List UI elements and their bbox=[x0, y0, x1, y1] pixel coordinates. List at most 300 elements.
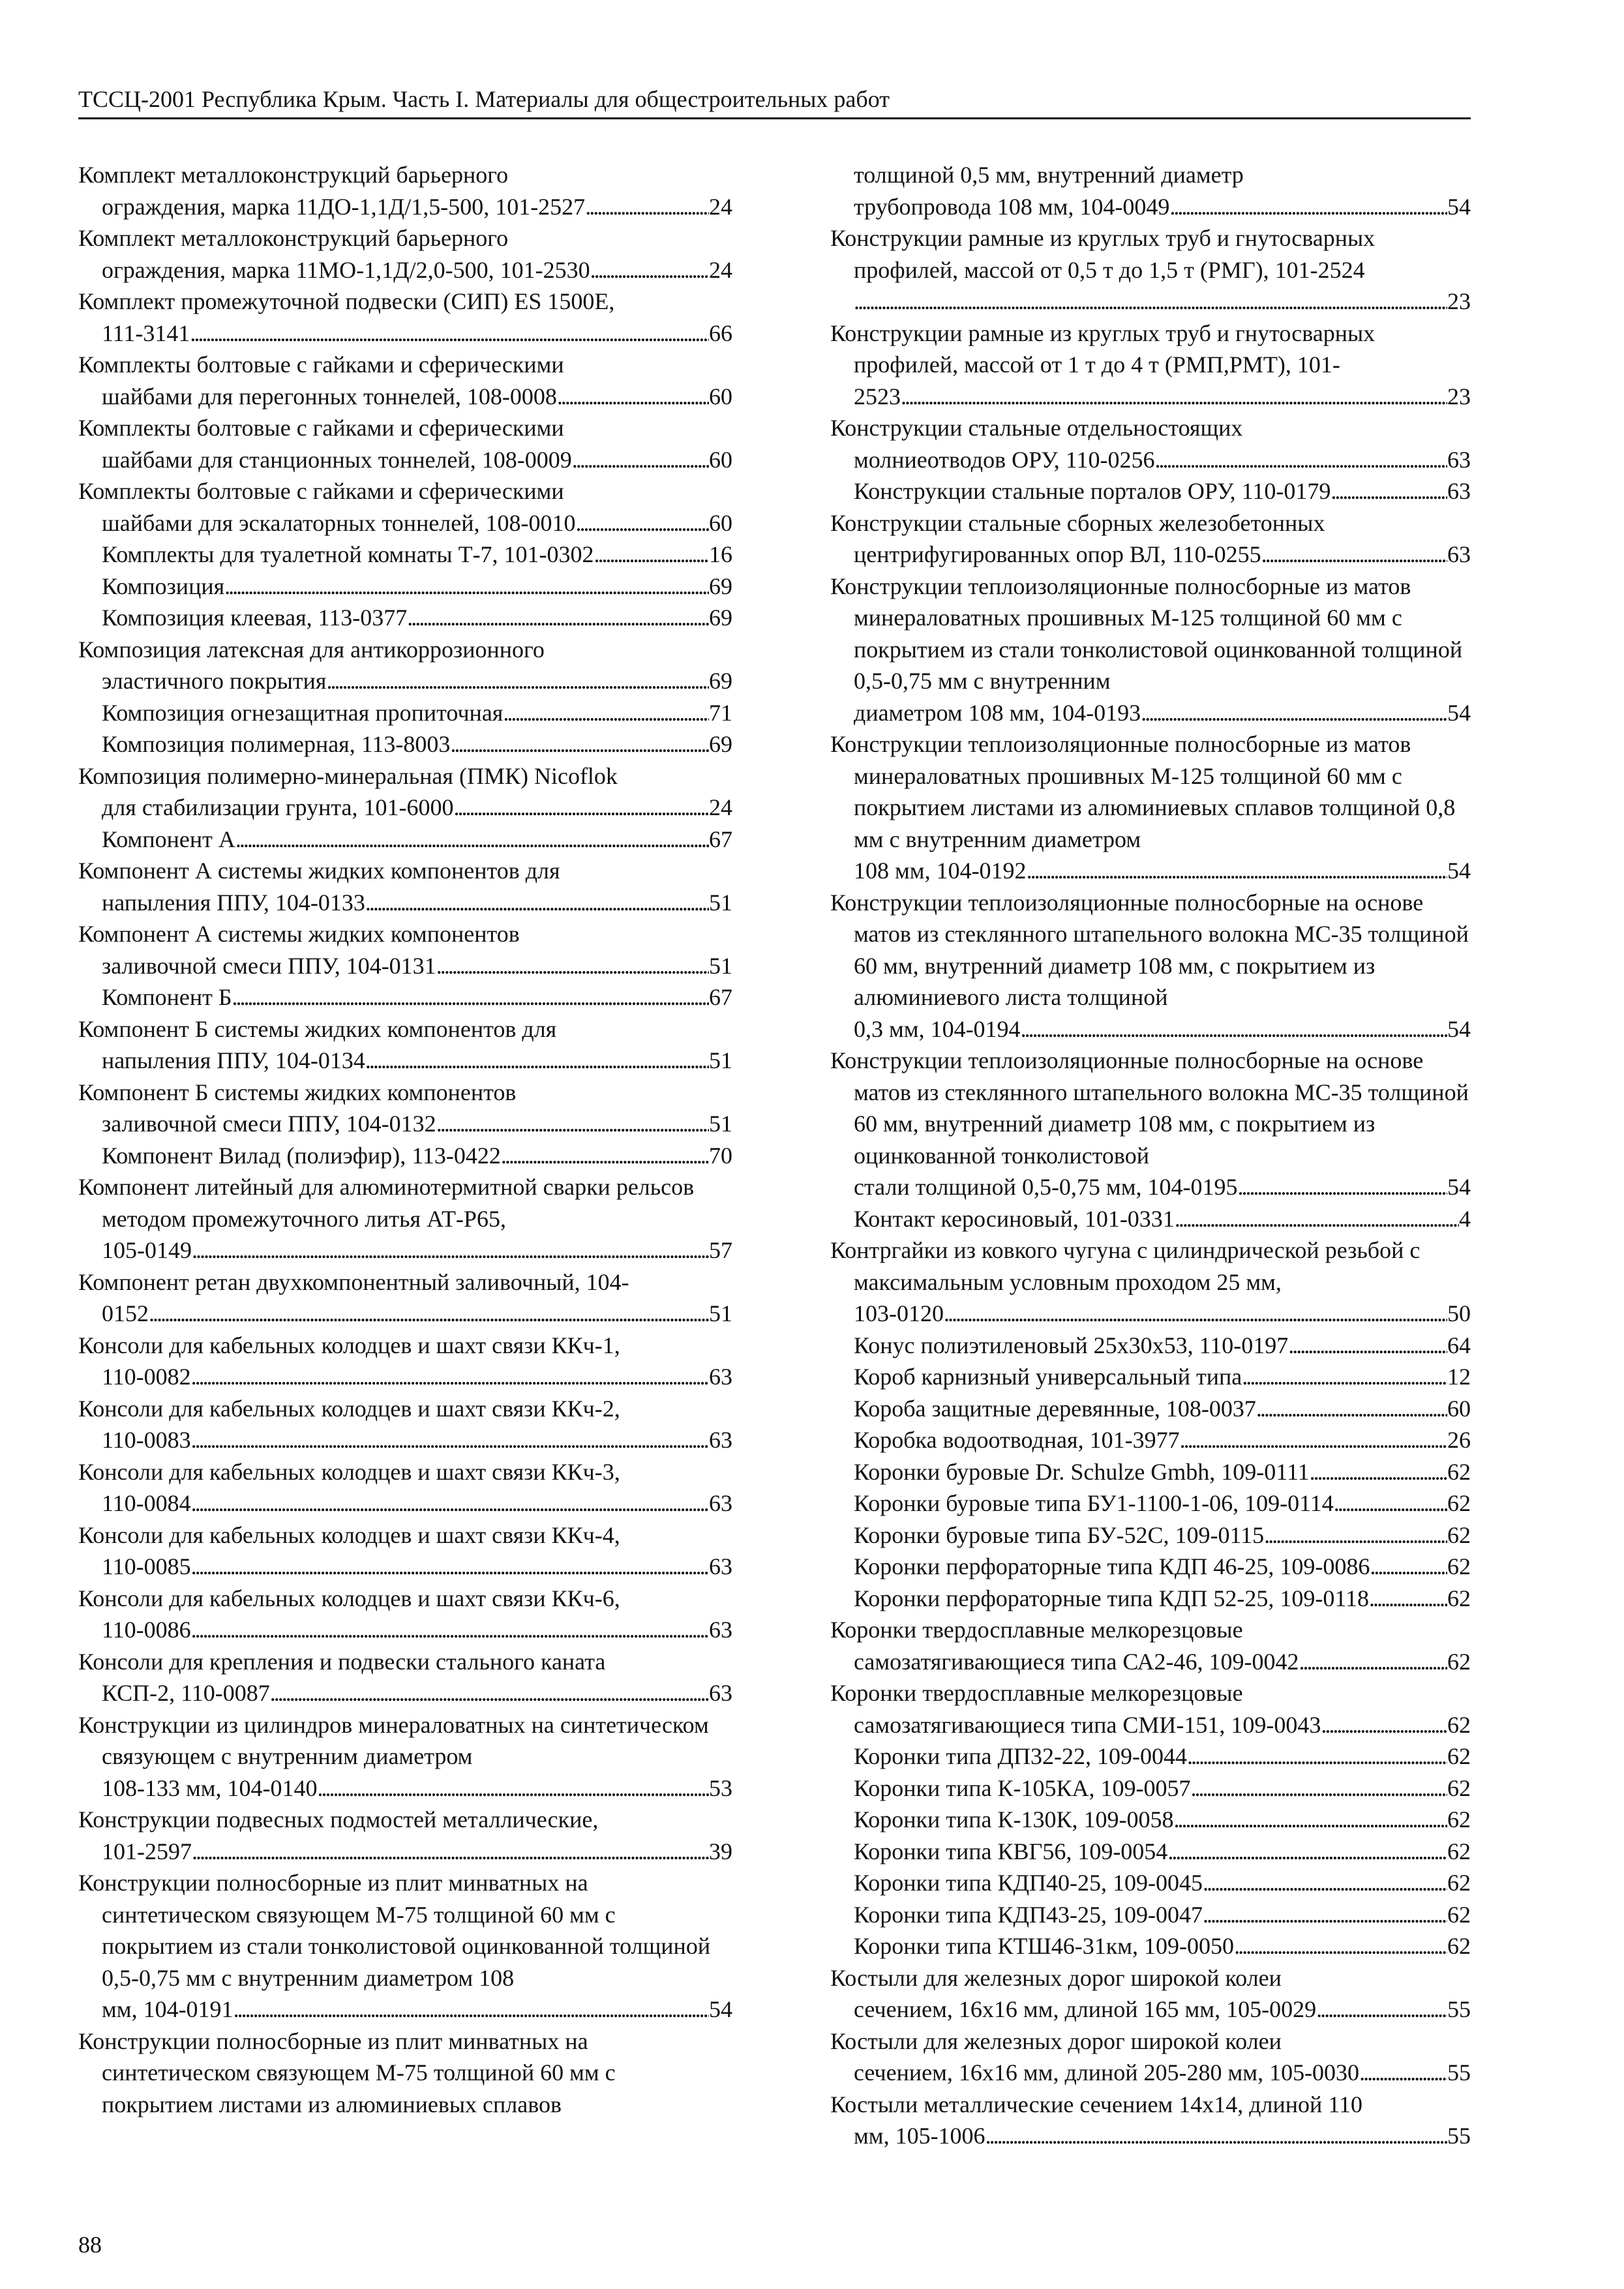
page-reference: 71 bbox=[709, 699, 732, 726]
entry-text: Комплект промежуточной подвески (СИП) ES 1500E, bbox=[78, 288, 615, 314]
entry-last-line-text: для стабилизации грунта, 101-6000 bbox=[102, 794, 454, 820]
page-reference: 64 bbox=[1447, 1332, 1471, 1358]
dot-leader bbox=[985, 2120, 1447, 2152]
index-entry bbox=[830, 412, 1471, 475]
entry-last-line-text: Комплекты для туалетной комнаты Т-7, 101-0302 bbox=[102, 541, 594, 567]
entry-last-line-text: КСП-2, 110-0087 bbox=[102, 1680, 270, 1706]
entry-text: Конструкции теплоизоляционные полносборные на основе матов из стеклянного штапельного волокна МС-35 толщиной 60 мм, внутренний диаметр 108 мм, с покрытием из алюминиевого листа толщиной bbox=[830, 889, 1469, 1010]
entry-leader-line bbox=[854, 1773, 1471, 1804]
entry-text: Конструкции из цилиндров минераловатных на синтетическом связующем с внутренним диаметром bbox=[78, 1711, 709, 1769]
dot-leader bbox=[191, 1488, 709, 1519]
page-reference: 66 bbox=[709, 320, 732, 346]
index-entry bbox=[830, 1867, 1471, 1899]
entry-text: Конструкции подвесных подмостей металлические, bbox=[78, 1806, 599, 1833]
dot-leader bbox=[407, 602, 709, 634]
dot-leader bbox=[1180, 1424, 1447, 1456]
entry-leader-line bbox=[854, 1583, 1471, 1615]
dot-leader bbox=[1187, 1741, 1447, 1773]
page-reference: 62 bbox=[1447, 1458, 1471, 1485]
entry-leader-line bbox=[102, 318, 732, 350]
entry-last-line-text: 2523 bbox=[854, 383, 901, 410]
page-reference: 63 bbox=[1447, 446, 1471, 473]
entry-leader-line bbox=[102, 1614, 732, 1646]
dot-leader bbox=[585, 191, 709, 223]
entry-leader-line bbox=[102, 1424, 732, 1456]
dot-leader bbox=[1256, 1393, 1447, 1425]
dot-leader bbox=[1264, 1519, 1447, 1551]
page-reference: 60 bbox=[709, 509, 732, 536]
page-reference: 67 bbox=[709, 984, 732, 1010]
entry-text: Консоли для кабельных колодцев и шахт связи ККч-1, bbox=[78, 1332, 620, 1358]
page-reference: 54 bbox=[1447, 699, 1471, 726]
entry-leader-line bbox=[102, 1773, 732, 1804]
dot-leader bbox=[1175, 1203, 1459, 1235]
dot-leader bbox=[1237, 1171, 1447, 1203]
entry-last-line-text: ограждения, марка 11ДО-1,1Д/1,5-500, 101-2527 bbox=[102, 193, 586, 220]
dot-leader bbox=[190, 318, 709, 350]
page-reference: 51 bbox=[709, 1300, 732, 1326]
page-reference: 55 bbox=[1447, 2123, 1471, 2149]
entry-leader-line bbox=[854, 1867, 1471, 1899]
index-entry bbox=[830, 1361, 1471, 1393]
index-entry bbox=[78, 2026, 732, 2121]
page-reference: 16 bbox=[709, 541, 732, 567]
index-entry bbox=[830, 318, 1471, 413]
entry-last-line-text: Компонент А bbox=[102, 826, 235, 852]
entry-last-line-text: Коронки типа К-130К, 109-0058 bbox=[854, 1806, 1174, 1833]
entry-last-line-text: сечением, 16х16 мм, длиной 205-280 мм, 105-0030 bbox=[854, 2059, 1360, 2086]
entry-leader-line bbox=[854, 286, 1471, 318]
dot-leader bbox=[191, 1424, 709, 1456]
entry-leader-line bbox=[102, 887, 732, 919]
entry-leader-line bbox=[102, 1140, 732, 1172]
page-reference: 55 bbox=[1447, 2059, 1471, 2086]
index-entry bbox=[78, 824, 732, 856]
page-reference: 69 bbox=[709, 731, 732, 757]
index-entry bbox=[830, 887, 1471, 1045]
index-entry bbox=[830, 1393, 1471, 1425]
dot-leader bbox=[1331, 475, 1447, 507]
entry-last-line-text: мм, 105-1006 bbox=[854, 2123, 985, 2149]
index-entry bbox=[78, 159, 732, 222]
page-reference: 63 bbox=[709, 1490, 732, 1516]
dot-leader bbox=[365, 887, 709, 919]
page-reference: 54 bbox=[1447, 858, 1471, 884]
index-entry bbox=[78, 1646, 732, 1709]
dot-leader bbox=[1173, 1804, 1447, 1836]
entry-last-line-text: центрифугированных опор ВЛ, 110-0255 bbox=[854, 541, 1261, 567]
index-entry bbox=[830, 1551, 1471, 1583]
dot-leader bbox=[557, 381, 709, 413]
index-entry bbox=[830, 1488, 1471, 1519]
index-entry bbox=[78, 981, 732, 1013]
entry-leader-line bbox=[102, 539, 732, 571]
entry-leader-line bbox=[102, 254, 732, 286]
entry-text: Компонент А системы жидких компонентов для bbox=[78, 858, 560, 884]
dot-leader bbox=[1021, 1013, 1447, 1045]
dot-leader bbox=[1190, 1773, 1447, 1804]
index-entry bbox=[78, 728, 732, 760]
entry-text: Комплекты болтовые с гайками и сферическими bbox=[78, 415, 564, 441]
entry-text: Конструкции теплоизоляционные полносборные из матов минераловатных прошивных М-125 толщиной 60 мм с покрытием из стали тонколистовой оцинкованной толщиной 0,5-0,75 мм с внутренним bbox=[830, 573, 1463, 694]
entry-text: Конструкции теплоизоляционные полносборные из матов минераловатных прошивных М-125 толщиной 60 мм с покрытием листами из алюминиевых сплавов толщиной 0,8 мм с внутренним диаметром bbox=[830, 731, 1456, 852]
entry-last-line-text: эластичного покрытия bbox=[102, 668, 327, 694]
page-reference: 62 bbox=[1447, 1521, 1471, 1548]
entry-last-line-text: 108 мм, 104-0192 bbox=[854, 858, 1027, 884]
entry-leader-line bbox=[102, 571, 732, 603]
dot-leader bbox=[1141, 697, 1447, 729]
index-entry bbox=[78, 634, 732, 697]
page-reference: 69 bbox=[709, 573, 732, 599]
index-entry bbox=[78, 697, 732, 729]
dot-leader bbox=[503, 697, 709, 729]
dot-leader bbox=[192, 1234, 709, 1266]
entry-last-line-text: сечением, 16х16 мм, длиной 165 мм, 105-0029 bbox=[854, 1996, 1317, 2022]
entry-leader-line bbox=[854, 1804, 1471, 1836]
entry-text: Костыли металлические сечением 14х14, длиной 110 bbox=[830, 2091, 1362, 2117]
dot-leader bbox=[326, 665, 709, 697]
entry-leader-line bbox=[854, 381, 1471, 413]
entry-last-line-text: Конструкции стальные порталов ОРУ, 110-0179 bbox=[854, 478, 1331, 504]
entry-text: Конструкции полносборные из плит минватных на синтетическом связующем М-75 толщиной 60 мм с покрытием из стали тонколистовой оцинкованной толщиной 0,5-0,75 мм с внутренним диаметром 108 bbox=[78, 1870, 711, 1991]
page-number: 88 bbox=[78, 2232, 102, 2258]
entry-last-line-text: Композиция bbox=[102, 573, 225, 599]
page-reference: 62 bbox=[1447, 1743, 1471, 1769]
entry-last-line-text: Коронки буровые Dr. Schulze Gmbh, 109-0111 bbox=[854, 1458, 1310, 1485]
index-entry bbox=[78, 286, 732, 349]
index-entry bbox=[830, 1614, 1471, 1677]
index-entry bbox=[830, 1045, 1471, 1203]
index-entry bbox=[78, 1330, 732, 1393]
entry-leader-line bbox=[854, 1551, 1471, 1583]
index-entry bbox=[830, 159, 1471, 222]
entry-leader-line bbox=[102, 950, 732, 982]
entry-last-line-text: 0,3 мм, 104-0194 bbox=[854, 1015, 1021, 1042]
entry-leader-line bbox=[854, 444, 1471, 476]
index-entry bbox=[830, 475, 1471, 507]
entry-last-line-text: диаметром 108 мм, 104-0193 bbox=[854, 699, 1141, 726]
page-reference: 23 bbox=[1447, 288, 1471, 314]
dot-leader bbox=[233, 1994, 709, 2026]
entry-text: Комплект металлоконструкций барьерного bbox=[78, 162, 509, 188]
index-entry bbox=[78, 1266, 732, 1330]
dot-leader bbox=[1288, 1330, 1447, 1362]
page-reference: 63 bbox=[709, 1364, 732, 1390]
dot-leader bbox=[1334, 1488, 1447, 1519]
entry-last-line-text: заливочной смеси ППУ, 104-0132 bbox=[102, 1111, 436, 1137]
dot-leader bbox=[854, 286, 1447, 318]
index-entry bbox=[78, 1456, 732, 1519]
index-entry bbox=[78, 602, 732, 634]
index-entry bbox=[78, 1171, 732, 1266]
page-reference: 54 bbox=[1447, 1015, 1471, 1042]
page-reference: 63 bbox=[709, 1680, 732, 1706]
index-entry bbox=[830, 1836, 1471, 1868]
dot-leader bbox=[191, 1361, 709, 1393]
index-entry bbox=[830, 1899, 1471, 1931]
entry-leader-line bbox=[854, 191, 1471, 223]
dot-leader bbox=[1234, 1930, 1447, 1962]
entry-leader-line bbox=[102, 792, 732, 824]
entry-last-line-text: Короба защитные деревянные, 108-0037 bbox=[854, 1395, 1256, 1422]
page-reference: 60 bbox=[709, 383, 732, 410]
dot-leader bbox=[1203, 1899, 1447, 1931]
dot-leader bbox=[436, 950, 709, 982]
entry-leader-line bbox=[102, 1108, 732, 1140]
dot-leader bbox=[1369, 1583, 1447, 1615]
page-reference: 62 bbox=[1447, 1806, 1471, 1833]
entry-leader-line bbox=[102, 1234, 732, 1266]
page-reference: 4 bbox=[1459, 1205, 1471, 1232]
entry-leader-line bbox=[854, 475, 1471, 507]
index-entry bbox=[78, 475, 732, 539]
entry-leader-line bbox=[854, 1899, 1471, 1931]
entry-leader-line bbox=[854, 2057, 1471, 2089]
page-reference: 54 bbox=[709, 1996, 732, 2022]
page-reference: 26 bbox=[1447, 1427, 1471, 1453]
index-entry bbox=[830, 1330, 1471, 1362]
entry-leader-line bbox=[102, 1677, 732, 1709]
entry-last-line-text: шайбами для перегонных тоннелей, 108-0008 bbox=[102, 383, 557, 410]
index-entry bbox=[78, 1013, 732, 1077]
index-entry bbox=[830, 1424, 1471, 1456]
dot-leader bbox=[1359, 2057, 1447, 2089]
entry-last-line-text: Компонент Вилад (полиэфир), 113-0422 bbox=[102, 1142, 501, 1169]
entry-last-line-text: Коронки типа К-105КА, 109-0057 bbox=[854, 1774, 1191, 1801]
page-reference: 60 bbox=[1447, 1395, 1471, 1422]
entry-text: Конструкции теплоизоляционные полносборные на основе матов из стеклянного штапельного волокна МС-35 толщиной 60 мм, внутренний диаметр 108 мм, с покрытием из оцинкованной тонколистовой bbox=[830, 1047, 1469, 1169]
index-entry bbox=[830, 1773, 1471, 1804]
entry-last-line-text: Компонент Б bbox=[102, 984, 232, 1010]
entry-text: Консоли для кабельных колодцев и шахт связи ККч-4, bbox=[78, 1521, 620, 1548]
page-reference: 55 bbox=[1447, 1996, 1471, 2022]
entry-last-line-text: 103-0120 bbox=[854, 1300, 944, 1326]
index-entry bbox=[78, 918, 732, 981]
dot-leader bbox=[149, 1298, 709, 1330]
entry-last-line-text: шайбами для станционных тоннелей, 108-0009 bbox=[102, 446, 572, 473]
page-reference: 54 bbox=[1447, 1174, 1471, 1200]
dot-leader bbox=[235, 824, 709, 856]
index-entry bbox=[830, 2026, 1471, 2089]
entry-leader-line bbox=[854, 1393, 1471, 1425]
index-entry bbox=[830, 1203, 1471, 1235]
page-reference: 51 bbox=[709, 889, 732, 916]
dot-leader bbox=[450, 728, 709, 760]
index-entry bbox=[78, 1867, 732, 2026]
entry-leader-line bbox=[102, 1045, 732, 1077]
dot-leader bbox=[318, 1773, 709, 1804]
entry-leader-line bbox=[854, 1930, 1471, 1962]
dot-leader bbox=[1167, 1836, 1447, 1868]
index-entry bbox=[78, 1393, 732, 1456]
dot-leader bbox=[453, 792, 709, 824]
entry-leader-line bbox=[102, 191, 732, 223]
entry-leader-line bbox=[102, 981, 732, 1013]
entry-leader-line bbox=[854, 1013, 1471, 1045]
entry-last-line-text: мм, 104-0191 bbox=[102, 1996, 233, 2022]
index-entry bbox=[78, 1583, 732, 1646]
index-entry bbox=[78, 1519, 732, 1583]
entry-text: Компонент Б системы жидких компонентов для bbox=[78, 1015, 557, 1042]
page-reference: 62 bbox=[1447, 1838, 1471, 1864]
entry-text: Коронки твердосплавные мелкорезцовые bbox=[830, 1680, 1243, 1706]
page-reference: 63 bbox=[1447, 541, 1471, 567]
entry-text: Конструкции стальные отдельностоящих bbox=[830, 415, 1243, 441]
entry-last-line-text: самозатягивающиеся типа СА2-46, 109-0042 bbox=[854, 1648, 1299, 1675]
entry-text: Комплекты болтовые с гайками и сферическими bbox=[78, 478, 564, 504]
page-reference: 62 bbox=[1447, 1648, 1471, 1675]
page-reference: 60 bbox=[709, 446, 732, 473]
dot-leader bbox=[1203, 1867, 1447, 1899]
entry-leader-line bbox=[854, 1519, 1471, 1551]
entry-leader-line bbox=[102, 728, 732, 760]
entry-last-line-text: заливочной смеси ППУ, 104-0131 bbox=[102, 952, 436, 979]
dot-leader bbox=[436, 1108, 709, 1140]
index-column-right bbox=[830, 159, 1471, 2152]
entry-last-line-text: Коронки типа ДП32-22, 109-0044 bbox=[854, 1743, 1188, 1769]
index-entry bbox=[78, 349, 732, 412]
entry-last-line-text: Коронки перфораторные типа КДП 52-25, 109-0118 bbox=[854, 1585, 1369, 1611]
dot-leader bbox=[191, 1551, 709, 1583]
index-entry bbox=[830, 1741, 1471, 1773]
entry-last-line-text: Короб карнизный универсальный типа bbox=[854, 1364, 1242, 1390]
dot-leader bbox=[270, 1677, 709, 1709]
index-entry bbox=[78, 539, 732, 571]
page-reference: 63 bbox=[709, 1617, 732, 1643]
entry-leader-line bbox=[854, 855, 1471, 887]
entry-last-line-text: Коронки буровые типа БУ1-1100-1-06, 109-0114 bbox=[854, 1490, 1334, 1516]
index-entry bbox=[78, 1804, 732, 1867]
entry-leader-line bbox=[854, 1456, 1471, 1488]
page-reference: 24 bbox=[709, 794, 732, 820]
entry-last-line-text: Коронки типа КТШ46-31км, 109-0050 bbox=[854, 1933, 1235, 1959]
entry-last-line-text: молниеотводов ОРУ, 110-0256 bbox=[854, 446, 1155, 473]
page-reference: 24 bbox=[709, 193, 732, 220]
page-reference: 12 bbox=[1447, 1364, 1471, 1390]
dot-leader bbox=[232, 981, 710, 1013]
entry-last-line-text: 110-0083 bbox=[102, 1427, 191, 1453]
entry-last-line-text: Коронки типа КДП40-25, 109-0045 bbox=[854, 1870, 1203, 1896]
index-entry bbox=[830, 1804, 1471, 1836]
entry-last-line-text: Композиция клеевая, 113-0377 bbox=[102, 605, 408, 631]
index-entry bbox=[830, 728, 1471, 887]
dot-leader bbox=[576, 507, 709, 539]
page-reference: 53 bbox=[709, 1774, 732, 1801]
page-reference: 39 bbox=[709, 1838, 732, 1864]
entry-text: Консоли для кабельных колодцев и шахт связи ККч-2, bbox=[78, 1395, 620, 1422]
entry-leader-line bbox=[854, 1709, 1471, 1741]
page-reference: 62 bbox=[1447, 1490, 1471, 1516]
entry-last-line-text: Коронки буровые типа БУ-52С, 109-0115 bbox=[854, 1521, 1265, 1548]
entry-leader-line bbox=[102, 1361, 732, 1393]
entry-last-line-text: трубопровода 108 мм, 104-0049 bbox=[854, 193, 1170, 220]
dot-leader bbox=[365, 1045, 709, 1077]
entry-last-line-text: стали толщиной 0,5-0,75 мм, 104-0195 bbox=[854, 1174, 1238, 1200]
entry-text: толщиной 0,5 мм, внутренний диаметр bbox=[854, 162, 1244, 188]
entry-leader-line bbox=[854, 539, 1471, 571]
page-reference: 62 bbox=[1447, 1711, 1471, 1738]
entry-last-line-text: Конус полиэтиленовый 25х30х53, 110-0197 bbox=[854, 1332, 1289, 1358]
dot-leader bbox=[192, 1836, 709, 1868]
entry-text: Конструкции рамные из круглых труб и гнутосварных профилей, массой от 0,5 т до 1,5 т (РМГ), 101-2524 bbox=[830, 225, 1376, 283]
entry-leader-line bbox=[854, 1741, 1471, 1773]
index-entry bbox=[78, 412, 732, 475]
entry-last-line-text: 110-0082 bbox=[102, 1364, 191, 1390]
index-entry bbox=[830, 2089, 1471, 2152]
dot-leader bbox=[191, 1614, 709, 1646]
entry-last-line-text: Коробка водоотводная, 101-3977 bbox=[854, 1427, 1180, 1453]
entry-leader-line bbox=[854, 2120, 1471, 2152]
index-entry bbox=[830, 571, 1471, 729]
entry-leader-line bbox=[102, 665, 732, 697]
index-entry bbox=[830, 1930, 1471, 1962]
entry-last-line-text: 110-0086 bbox=[102, 1617, 191, 1643]
index-column-left bbox=[78, 159, 732, 2120]
page-reference: 62 bbox=[1447, 1585, 1471, 1611]
entry-text: Консоли для кабельных колодцев и шахт связи ККч-6, bbox=[78, 1585, 620, 1611]
entry-text: Конструкции полносборные из плит минватных на синтетическом связующем М-75 толщиной 60 мм с покрытием листами из алюминиевых сплавов bbox=[78, 2027, 616, 2117]
page-reference: 51 bbox=[709, 1047, 732, 1073]
entry-leader-line bbox=[854, 1994, 1471, 2026]
index-entry bbox=[78, 1709, 732, 1804]
entry-text: Комплект металлоконструкций барьерного bbox=[78, 225, 509, 251]
entry-leader-line bbox=[854, 1836, 1471, 1868]
entry-last-line-text: Коронки типа КВГ56, 109-0054 bbox=[854, 1838, 1168, 1864]
dot-leader bbox=[944, 1298, 1447, 1330]
entry-leader-line bbox=[102, 602, 732, 634]
entry-last-line-text: Композиция полимерная, 113-8003 bbox=[102, 731, 451, 757]
dot-leader bbox=[1310, 1456, 1447, 1488]
entry-leader-line bbox=[854, 1361, 1471, 1393]
entry-leader-line bbox=[102, 824, 732, 856]
entry-text: Компонент Б системы жидких компонентов bbox=[78, 1079, 517, 1105]
dot-leader bbox=[1027, 855, 1447, 887]
entry-leader-line bbox=[102, 1551, 732, 1583]
entry-text: Контргайки из ковкого чугуна с цилиндрической резьбой с максимальным условным проходом 25 мм, bbox=[830, 1237, 1421, 1295]
entry-leader-line bbox=[854, 1330, 1471, 1362]
page-reference: 63 bbox=[709, 1553, 732, 1579]
index-entry bbox=[830, 1519, 1471, 1551]
dot-leader bbox=[224, 571, 709, 603]
entry-leader-line bbox=[854, 1488, 1471, 1519]
entry-last-line-text: 110-0085 bbox=[102, 1553, 191, 1579]
entry-last-line-text: Коронки перфораторные типа КДП 46-25, 109-0086 bbox=[854, 1553, 1370, 1579]
dot-leader bbox=[1261, 539, 1447, 571]
index-entry bbox=[830, 1456, 1471, 1488]
entry-text: Консоли для крепления и подвески стального каната bbox=[78, 1648, 606, 1675]
entry-leader-line bbox=[854, 1646, 1471, 1678]
index-entry bbox=[78, 1077, 732, 1140]
page-reference: 70 bbox=[709, 1142, 732, 1169]
dot-leader bbox=[590, 254, 709, 286]
dot-leader bbox=[594, 539, 709, 571]
entry-leader-line bbox=[102, 381, 732, 413]
page-reference: 23 bbox=[1447, 383, 1471, 410]
index-entry bbox=[830, 1962, 1471, 2026]
page-reference: 62 bbox=[1447, 1553, 1471, 1579]
page-reference: 69 bbox=[709, 668, 732, 694]
entry-leader-line bbox=[102, 697, 732, 729]
dot-leader bbox=[1154, 444, 1447, 476]
entry-leader-line bbox=[854, 697, 1471, 729]
index-entry bbox=[830, 1583, 1471, 1615]
dot-leader bbox=[501, 1140, 709, 1172]
index-entry bbox=[830, 1234, 1471, 1330]
entry-leader-line bbox=[854, 1203, 1471, 1235]
entry-last-line-text: 110-0084 bbox=[102, 1490, 191, 1516]
index-entry bbox=[78, 222, 732, 286]
entry-text: Конструкции стальные сборных железобетонных bbox=[830, 509, 1325, 536]
